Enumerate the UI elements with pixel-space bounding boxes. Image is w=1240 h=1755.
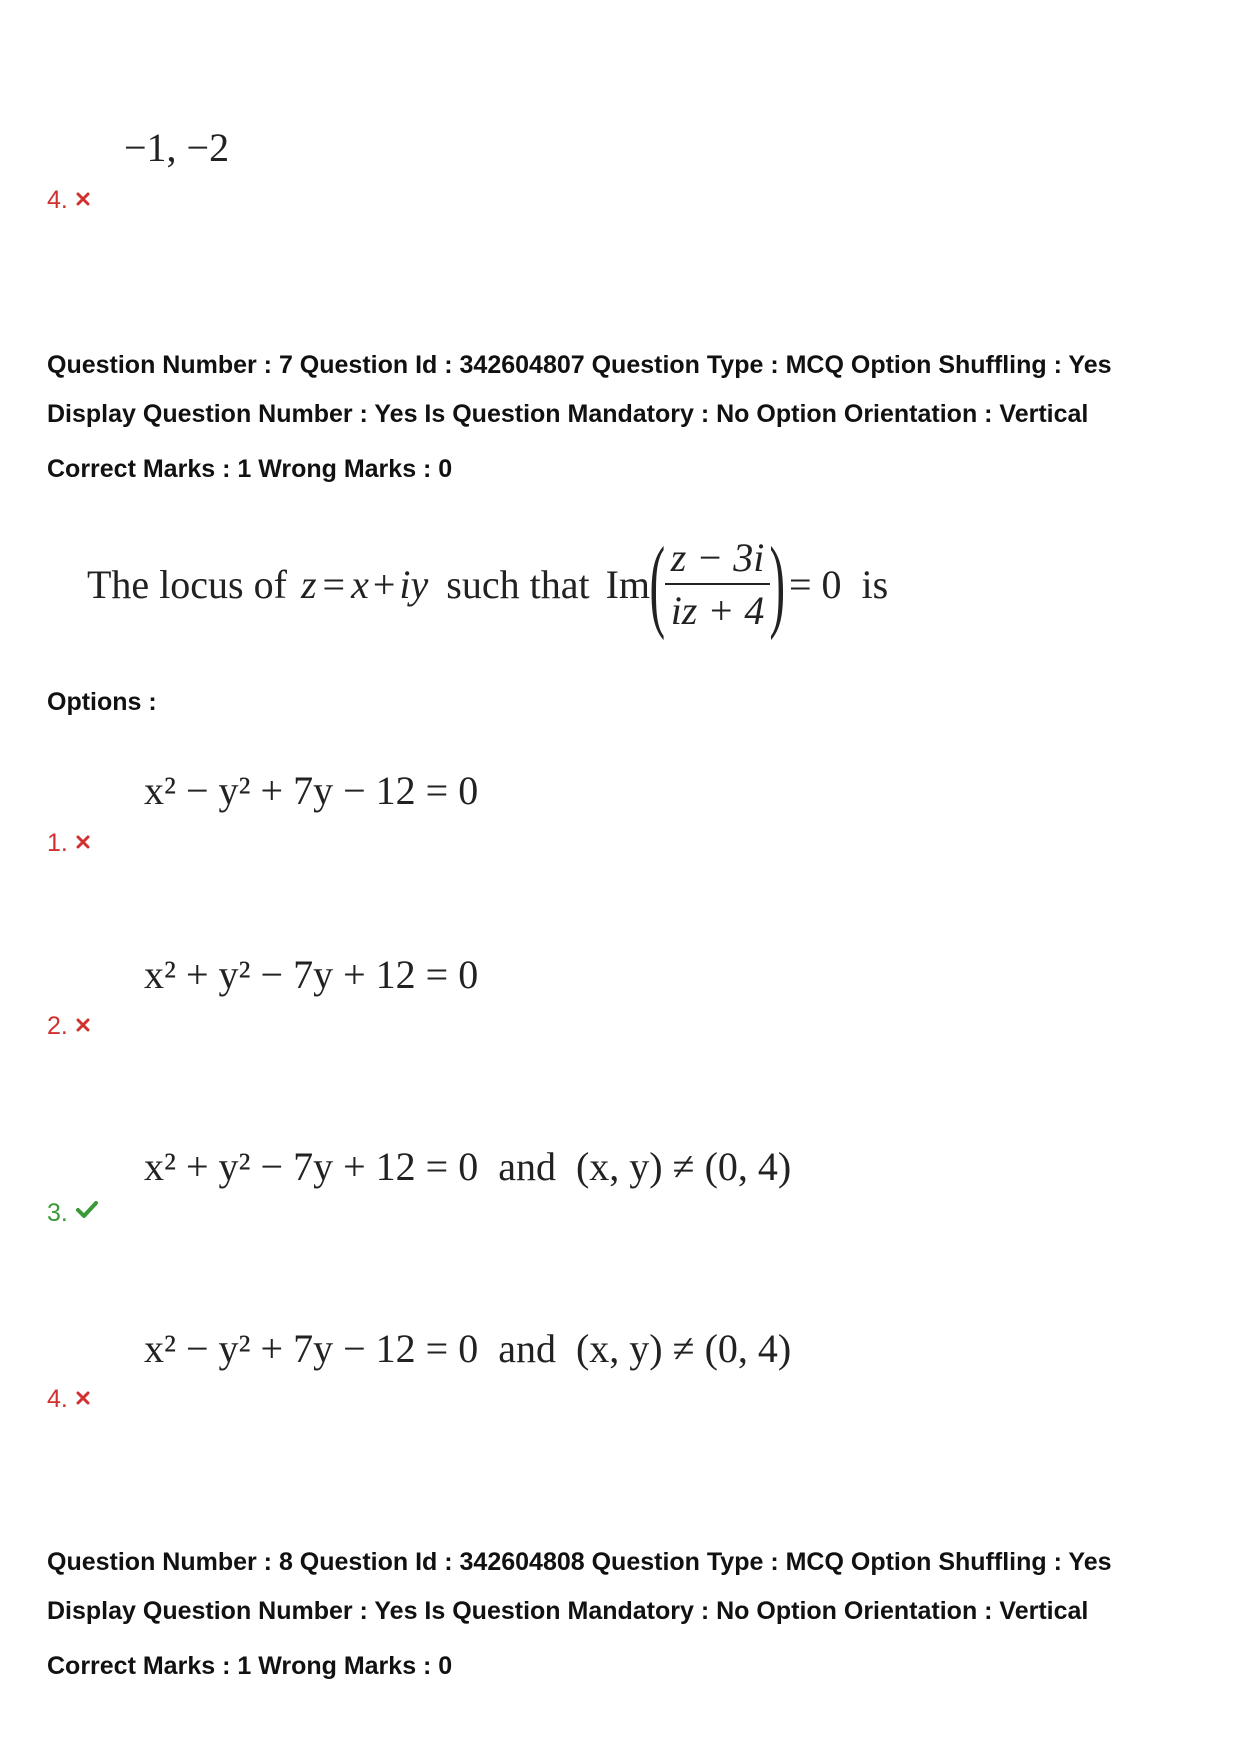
q7-meta-line2: Display Question Number : Yes Is Question Mandatory : No Option Orientation : Vertical — [47, 400, 1089, 428]
option-3-math: x² + y² − 7y + 12 = 0 and (x, y) ≠ (0, 4) — [144, 1144, 792, 1189]
q8-meta-line1: Question Number : 8 Question Id : 342604808 Question Type : MCQ Option Shuffling : Yes — [47, 1548, 1112, 1576]
cross-icon — [76, 1385, 90, 1410]
left-paren: ( — [649, 526, 666, 641]
right-paren: ) — [769, 526, 786, 641]
q8-meta-line2: Display Question Number : Yes Is Question Mandatory : No Option Orientation : Vertical — [47, 1597, 1089, 1625]
option-2-math: x² + y² − 7y + 12 = 0 — [144, 952, 479, 997]
q7-meta-line1: Question Number : 7 Question Id : 342604807 Question Type : MCQ Option Shuffling : Yes — [47, 351, 1112, 379]
prev-option-4 — [47, 186, 90, 213]
cross-icon — [76, 829, 90, 854]
q8-meta-line3: Correct Marks : 1 Wrong Marks : 0 — [47, 1652, 453, 1680]
q7-question-text — [87, 526, 889, 641]
option-4-math: x² − y² + 7y − 12 = 0 and (x, y) ≠ (0, 4) — [144, 1326, 792, 1371]
check-icon — [76, 1199, 98, 1224]
option-number: 4. — [47, 1385, 68, 1413]
option-number: 4. — [47, 186, 68, 214]
equals-sign: = — [322, 561, 346, 607]
option-1-math: x² − y² + 7y − 12 = 0 — [144, 768, 479, 813]
q7-meta-line3: Correct Marks : 1 Wrong Marks : 0 — [47, 455, 453, 483]
such-that: such that — [446, 561, 590, 607]
question-prefix: The locus of — [87, 561, 287, 607]
option-4 — [47, 1385, 90, 1412]
var-x: x — [351, 561, 369, 607]
option-2 — [47, 1012, 90, 1039]
cross-icon — [76, 1012, 90, 1037]
option-number: 1. — [47, 829, 68, 857]
fraction-denominator: iz + 4 — [670, 588, 765, 633]
prev-option-4-math: −1, −2 — [124, 125, 230, 170]
option-number: 2. — [47, 1012, 68, 1040]
var-iy: iy — [399, 561, 429, 607]
var-z: z — [300, 561, 317, 607]
options-label: Options : — [47, 688, 157, 716]
option-3 — [47, 1199, 98, 1226]
cross-icon — [76, 186, 90, 211]
option-number: 3. — [47, 1199, 68, 1227]
fraction-numerator: z − 3i — [665, 534, 771, 585]
fraction — [665, 534, 771, 634]
question-suffix: = 0 is — [789, 561, 889, 607]
plus-sign: + — [372, 561, 396, 607]
option-1 — [47, 829, 90, 856]
im-operator: Im — [605, 561, 651, 607]
